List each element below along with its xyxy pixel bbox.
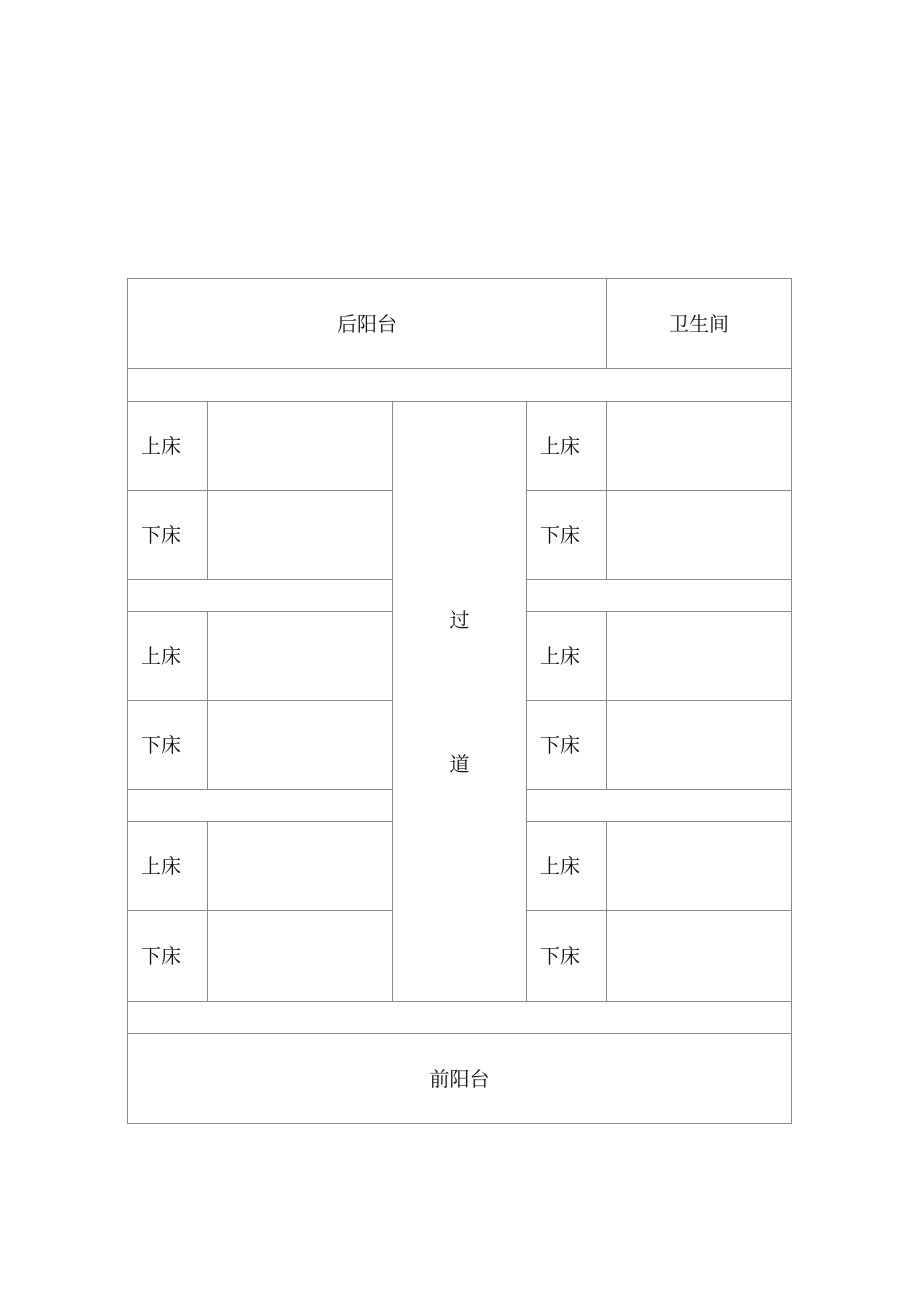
bed-label-text: 上床 [141, 434, 181, 458]
gap-row [127, 368, 792, 402]
bed-label-text: 上床 [141, 854, 181, 878]
front-balcony-label: 前阳台 [429, 1066, 490, 1091]
right-lower-bed-label-1 [526, 490, 607, 580]
bed-label-text: 下床 [540, 733, 580, 757]
left-upper-bed-label-1 [127, 401, 208, 491]
bed-label-text: 上床 [141, 644, 181, 668]
right-upper-bed-slot-3 [606, 821, 792, 911]
right-lower-bed-slot-2 [606, 700, 792, 790]
right-lower-bed-slot-1 [606, 490, 792, 580]
left-lower-bed-slot-3 [207, 910, 393, 1002]
gap-row-bottom [127, 1001, 792, 1034]
left-upper-bed-slot-2 [207, 611, 393, 701]
bed-label-text: 上床 [540, 854, 580, 878]
left-gap-2 [127, 789, 393, 822]
right-lower-bed-label-3 [526, 910, 607, 1002]
rear-balcony-label: 后阳台 [337, 311, 397, 336]
left-upper-bed-slot-1 [207, 401, 393, 491]
bed-label-text: 下床 [141, 523, 181, 547]
left-lower-bed-label-3 [127, 910, 208, 1002]
right-upper-bed-label-1 [526, 401, 607, 491]
front-balcony-cell [127, 1033, 792, 1124]
bed-label-text: 上床 [540, 434, 580, 458]
bed-label-text: 上床 [540, 644, 580, 668]
right-gap-1 [526, 579, 792, 612]
left-lower-bed-label-2 [127, 700, 208, 790]
corridor-label-1: 过 [449, 607, 470, 632]
right-lower-bed-label-2 [526, 700, 607, 790]
right-upper-bed-label-2 [526, 611, 607, 701]
left-gap-1 [127, 579, 393, 612]
left-upper-bed-label-3 [127, 821, 208, 911]
bed-label-text: 下床 [141, 733, 181, 757]
left-upper-bed-label-2 [127, 611, 208, 701]
right-upper-bed-label-3 [526, 821, 607, 911]
left-lower-bed-slot-1 [207, 490, 393, 580]
right-gap-2 [526, 789, 792, 822]
corridor-label-2: 道 [449, 751, 470, 776]
right-upper-bed-slot-2 [606, 611, 792, 701]
bathroom-cell [606, 278, 792, 369]
corridor-cell [392, 401, 527, 1002]
left-lower-bed-slot-2 [207, 700, 393, 790]
left-lower-bed-label-1 [127, 490, 208, 580]
dorm-floor-plan [127, 278, 792, 1124]
bed-label-text: 下床 [540, 944, 580, 968]
bathroom-label: 卫生间 [669, 311, 729, 336]
rear-balcony-cell [127, 278, 607, 369]
bed-label-text: 下床 [141, 944, 181, 968]
right-upper-bed-slot-1 [606, 401, 792, 491]
bed-label-text: 下床 [540, 523, 580, 547]
left-upper-bed-slot-3 [207, 821, 393, 911]
right-lower-bed-slot-3 [606, 910, 792, 1002]
